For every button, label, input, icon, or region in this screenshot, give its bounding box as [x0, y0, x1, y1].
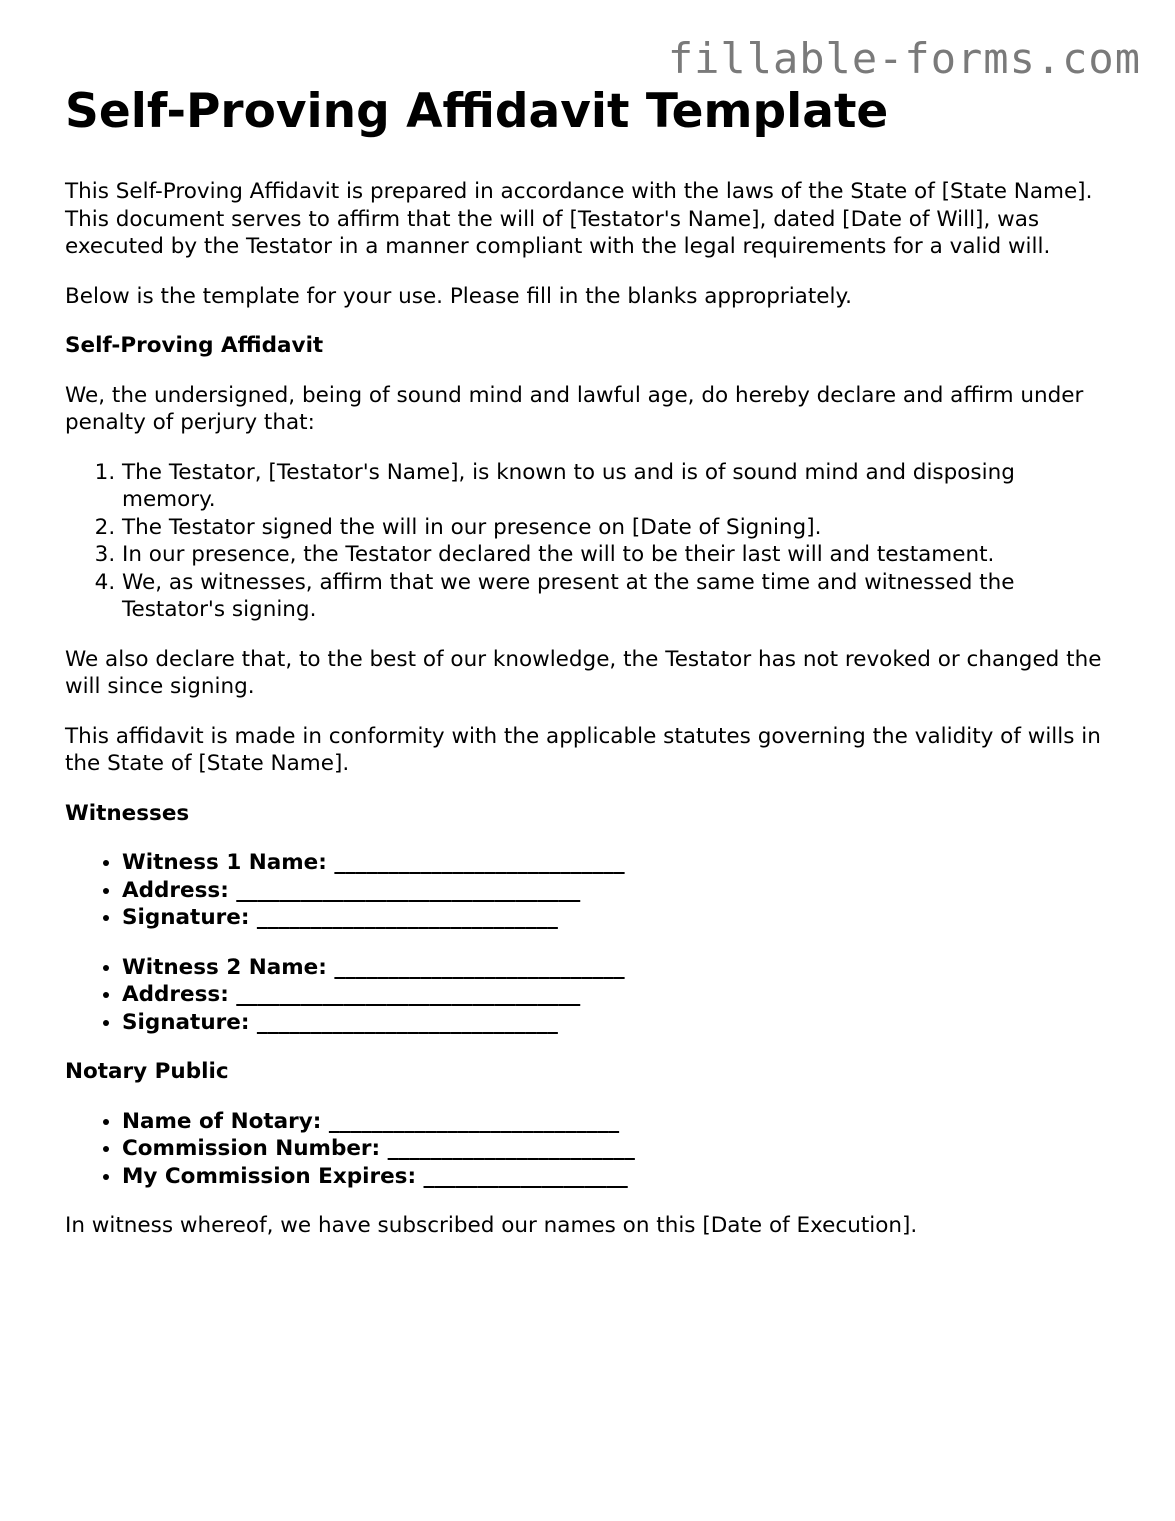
- witness-2-signature-field[interactable]: • Signature: ____________________________: [122, 1009, 1115, 1037]
- statement-item: 2. The Testator signed the will in our presence on [Date of Signing].: [122, 514, 1115, 542]
- statement-item: 3. In our presence, the Testator declared the will to be their last will and testament.: [122, 541, 1115, 569]
- conformity-paragraph: This affidavit is made in conformity with the applicable statutes governing the validity of wills in the State of [State Name].: [65, 723, 1101, 776]
- witness-1-name-field[interactable]: • Witness 1 Name: ___________________________: [122, 849, 1115, 877]
- notary-name-field[interactable]: • Name of Notary: ___________________________: [122, 1108, 1115, 1136]
- commission-expires-field[interactable]: • My Commission Expires: ___________________: [122, 1163, 1115, 1191]
- document-page: [65, 84, 1115, 1262]
- declaration-paragraph: We, the undersigned, being of sound mind and lawful age, do hereby declare and affirm under penalty of perjury that:: [65, 382, 1084, 435]
- witness-1-signature-field[interactable]: • Signature: ____________________________: [122, 904, 1115, 932]
- closing-paragraph: In witness whereof, we have subscribed our names on this [Date of Execution].: [65, 1213, 918, 1238]
- statement-item: 1. The Testator, [Testator's Name], is known to us and is of sound mind and disposing memory.: [122, 459, 1115, 514]
- commission-number-field[interactable]: • Commission Number: _______________________: [122, 1135, 1115, 1163]
- revocation-paragraph: We also declare that, to the best of our knowledge, the Testator has not revoked or changed the will since signing.: [65, 646, 1102, 699]
- page-title: Self-Proving Affidavit Template: [65, 84, 889, 139]
- statements-list: [65, 459, 1115, 624]
- statement-item: 4. We, as witnesses, affirm that we were present at the same time and witnessed the Testator's signing.: [122, 569, 1115, 624]
- affidavit-heading: Self-Proving Affidavit: [65, 333, 324, 358]
- witness-1-fields: [65, 849, 1115, 932]
- witness-2-address-field[interactable]: • Address: ________________________________: [122, 981, 1115, 1009]
- witness-2-name-field[interactable]: • Witness 2 Name: ___________________________: [122, 954, 1115, 982]
- notary-heading: Notary Public: [65, 1059, 229, 1084]
- witness-2-fields: [65, 954, 1115, 1037]
- site-watermark: fillable-forms.com: [667, 34, 1141, 83]
- instructions-paragraph: Below is the template for your use. Please fill in the blanks appropriately.: [65, 283, 852, 309]
- intro-paragraph: This Self-Proving Affidavit is prepared in accordance with the laws of the State of [State Name]. This document serves to affirm that the will of [Testator's Name], dated [Date of Will], was executed by the Testator in a manner compliant with the legal requirements for a valid will.: [65, 179, 1093, 259]
- notary-fields: [65, 1108, 1115, 1191]
- witness-1-address-field[interactable]: • Address: ________________________________: [122, 877, 1115, 905]
- witnesses-heading: Witnesses: [65, 800, 190, 826]
